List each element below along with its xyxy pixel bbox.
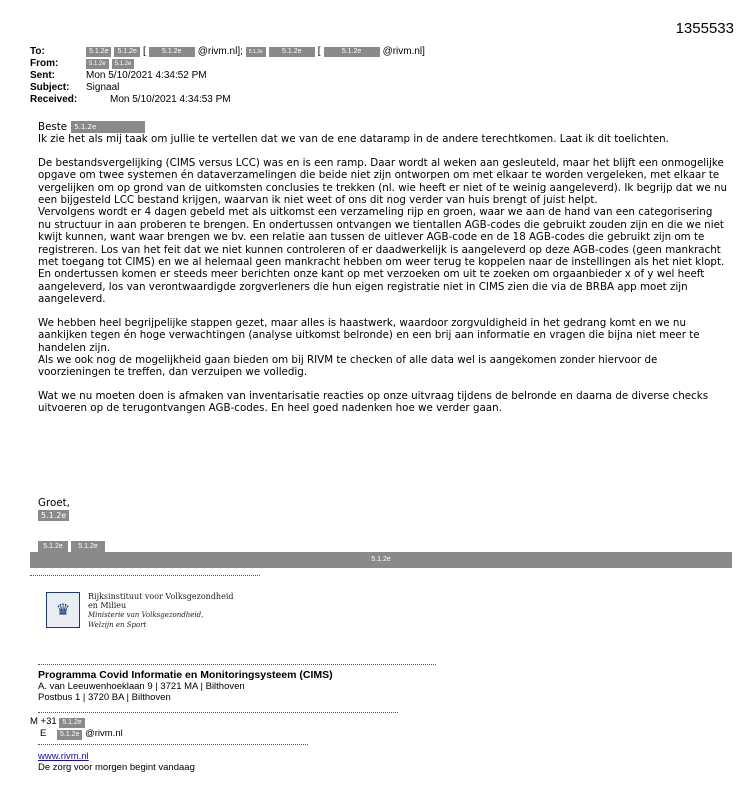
footer-program [38, 670, 333, 703]
to-suffix: @rivm.nl]; [197, 46, 243, 57]
paragraph: Wat we nu moeten doen is afmaken van inventarisatie reacties op onze uitvraag tijdens de belronde en daarna de diverse checks uitvoeren op de terugontvangen AGB-codes. En heel goed nadenken hoe we verder gaan. [38, 389, 709, 415]
to-row [30, 46, 425, 58]
received-value: Mon 5/10/2021 4:34:53 PM [110, 94, 231, 105]
email-body [38, 121, 728, 426]
program-name: Programma Covid Informatie en Monitoringsysteem (CIMS) [38, 669, 333, 681]
bracket: [ [142, 46, 146, 57]
rivm-logo [46, 592, 234, 630]
from-label: From: [30, 58, 59, 69]
email-header [30, 46, 425, 106]
contact-phone [30, 716, 85, 728]
paragraph: De bestandsvergelijking (CIMS versus LCC) was en is een ramp. Daar wordt al weken aan gesleuteld, maar het blijft een onmogelijke opgave om twee systemen én dataverzamelingen die beide niet zijn ontworpen om met elkaar te worden vergeleken, met elkaar te vergelijken om op grond van de uitkomsten conclusies te trekken (nl. wie heeft er niet of te weinig aangeleverd). Ik begrijp dat we nu een bijgesteld LCC bestand krijgen, waarvan ik niet weet of ons dit nog verder van huis brengt of juist helpt. [38, 156, 728, 207]
redaction: 5.1.2e [114, 47, 139, 57]
e-label: E [40, 728, 47, 739]
redaction: 5.1.2e [324, 47, 380, 57]
redaction-bar: 5.1.2e [30, 552, 732, 568]
logo-line: Rijksinstituut voor Volksgezondheid [88, 592, 234, 601]
contact-email [40, 728, 123, 740]
divider [38, 664, 436, 665]
slogan: De zorg voor morgen begint vandaag [38, 762, 195, 773]
divider [38, 712, 398, 713]
divider [38, 744, 308, 745]
redaction: 5.1.2e [59, 718, 84, 728]
redaction: 5.1.2e [38, 541, 68, 552]
greeting [38, 121, 728, 133]
redaction: 5.1.2e [38, 510, 69, 521]
redaction: 5.1.2e [86, 59, 109, 69]
subject-value: Signaal [86, 82, 120, 93]
redaction: 5.1.2e [57, 730, 82, 740]
redaction: 5.1.2e [86, 47, 111, 57]
redaction: 5.1.2e [269, 47, 315, 57]
logo-text [88, 592, 234, 630]
logo-line: Ministerie van Volksgezondheid, [88, 611, 204, 619]
closing-text: Groet, [38, 497, 70, 509]
subject-label: Subject: [30, 82, 70, 93]
website-link[interactable]: www.rivm.nl [38, 751, 89, 762]
sent-label: Sent: [30, 70, 55, 81]
paragraph: We hebben heel begrijpelijke stappen gezet, maar alles is haastwerk, waardoor zorgvuldigheid in het gedrang komt en we nu aankijken tegen én hoge verwachtingen (analyse uitkomst belronde) en een brij aan informatie en vragen die bijna niet meer te handelen zijn. [38, 316, 700, 354]
paragraph: Als we ook nog de mogelijkheid gaan bieden om bij RIVM te checken of alle data wel is aangekomen zonder hiervoor de voorzieningen te treffen, dan verzuipen we volledig. [38, 353, 658, 379]
address: Postbus 1 | 3720 BA | Bilthoven [38, 692, 171, 703]
greeting-text: Beste [38, 121, 68, 133]
received-row [30, 94, 425, 106]
to-label: To: [30, 46, 45, 57]
address: A. van Leeuwenhoeklaan 9 | 3721 MA | Bilthoven [38, 681, 245, 692]
m-label: M +31 [30, 716, 57, 727]
email-suffix: @rivm.nl [85, 728, 123, 739]
logo-line: Welzijn en Sport [88, 621, 147, 629]
closing [38, 497, 70, 521]
divider [30, 575, 260, 576]
paragraph: Vervolgens wordt er 4 dagen gebeld met als uitkomst een verzameling rijp en groen, waar we aan de hand van een categorisering nu structuur in aan proberen te brengen. En ondertussen ontvangen we tientallen AGB-codes die gebruikt zouden zijn en die we niet kwijt kunnen, want waar brengen we bv. een relatie aan tussen de uitlever AGB-code en de 18 AGB-codes die gebruikt zijn om te registreren. Los van het feit dat we niet kunnen controleren of er daadwerkelijk is aangeleverd op deze AGB-codes (geen mankracht met toegang tot CIMS) en we al helemaal geen mankracht hebben om weer terug te koppelen naar de instellingen als het niet klopt. En ondertussen komen er steeds meer berichten onze kant op met verzoeken om uit te zoeken om orgaanbieder x of y wel heeft aangeleverd, los van verontwaardigde zorgverleners die hun eigen registratie niet in CIMS zien die via de BRBA app moet zijn aangeleverd. [38, 206, 725, 306]
redaction: 5.1.2e [112, 59, 135, 69]
crest-icon: ♛ [46, 592, 80, 628]
subject-row [30, 82, 425, 94]
paragraph: Ik zie het als mij taak om jullie te vertellen dat we van de ene dataramp in de andere terechtkomen. Laat ik dit toelichten. [38, 133, 669, 146]
sent-value: Mon 5/10/2021 4:34:52 PM [86, 70, 207, 81]
logo-line: en Milieu [88, 601, 127, 610]
redaction: 5.1.2e [71, 541, 105, 552]
redaction: 5.1.2e [149, 47, 195, 57]
redaction: 5.1.2e [71, 121, 145, 133]
sent-row [30, 70, 425, 82]
from-row [30, 58, 425, 70]
footer-links [38, 751, 195, 773]
redaction: 5.1.2e [246, 47, 266, 57]
received-label: Received: [30, 94, 78, 105]
document-id: 1355533 [675, 20, 734, 37]
bracket: [ [317, 46, 321, 57]
to-suffix: @rivm.nl] [382, 46, 425, 57]
